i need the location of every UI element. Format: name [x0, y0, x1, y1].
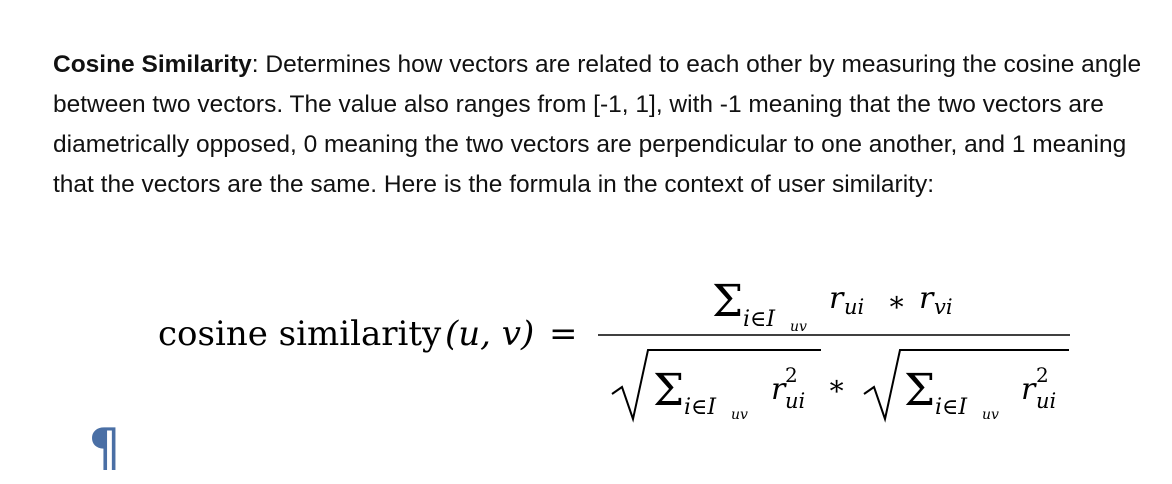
- numerator-r2-sub: vi: [934, 295, 953, 319]
- denominator-times: ∗: [827, 369, 847, 402]
- left-index: i∈I: [684, 395, 717, 420]
- right-index-sub: uv: [982, 407, 999, 423]
- formula-equals: =: [549, 314, 578, 354]
- left-r-sup: 2: [785, 363, 798, 387]
- right-sum-symbol: Σ: [904, 365, 936, 416]
- term-heading: Cosine Similarity: [53, 50, 252, 78]
- right-r-sub: ui: [1036, 389, 1057, 413]
- numerator-r1: r: [829, 281, 844, 316]
- numerator-index: i∈I: [743, 307, 776, 332]
- formula-lhs-args: (u, v): [445, 314, 535, 354]
- numerator-r2: r: [919, 281, 934, 316]
- left-r: r: [771, 372, 786, 407]
- numerator-sum-symbol: Σ: [712, 276, 744, 327]
- numerator-times: ∗: [887, 285, 907, 318]
- left-sum-symbol: Σ: [653, 365, 685, 416]
- numerator-r1-sub: ui: [844, 295, 865, 319]
- right-r-sup: 2: [1036, 363, 1049, 387]
- formula-lhs-name: cosine similarity: [158, 314, 442, 354]
- left-index-sub: uv: [731, 407, 748, 423]
- right-index: i∈I: [935, 395, 968, 420]
- term-separator: :: [251, 50, 266, 78]
- left-r-sub: ui: [785, 389, 806, 413]
- numerator-index-sub: uv: [790, 319, 807, 335]
- definition-text: Determines how vectors are related to each other by measuring the cosine angle between two vectors. The value also ranges from [-1, 1], with -1 meaning that the two vectors are diametrically opposed, 0 meaning the two vectors are perpendicular to one another, and 1 meaning that the vectors are the same. Here is the formula in the context of user similarity:: [53, 50, 1142, 198]
- paragraph-mark-icon: ¶: [88, 418, 122, 478]
- right-r: r: [1021, 372, 1036, 407]
